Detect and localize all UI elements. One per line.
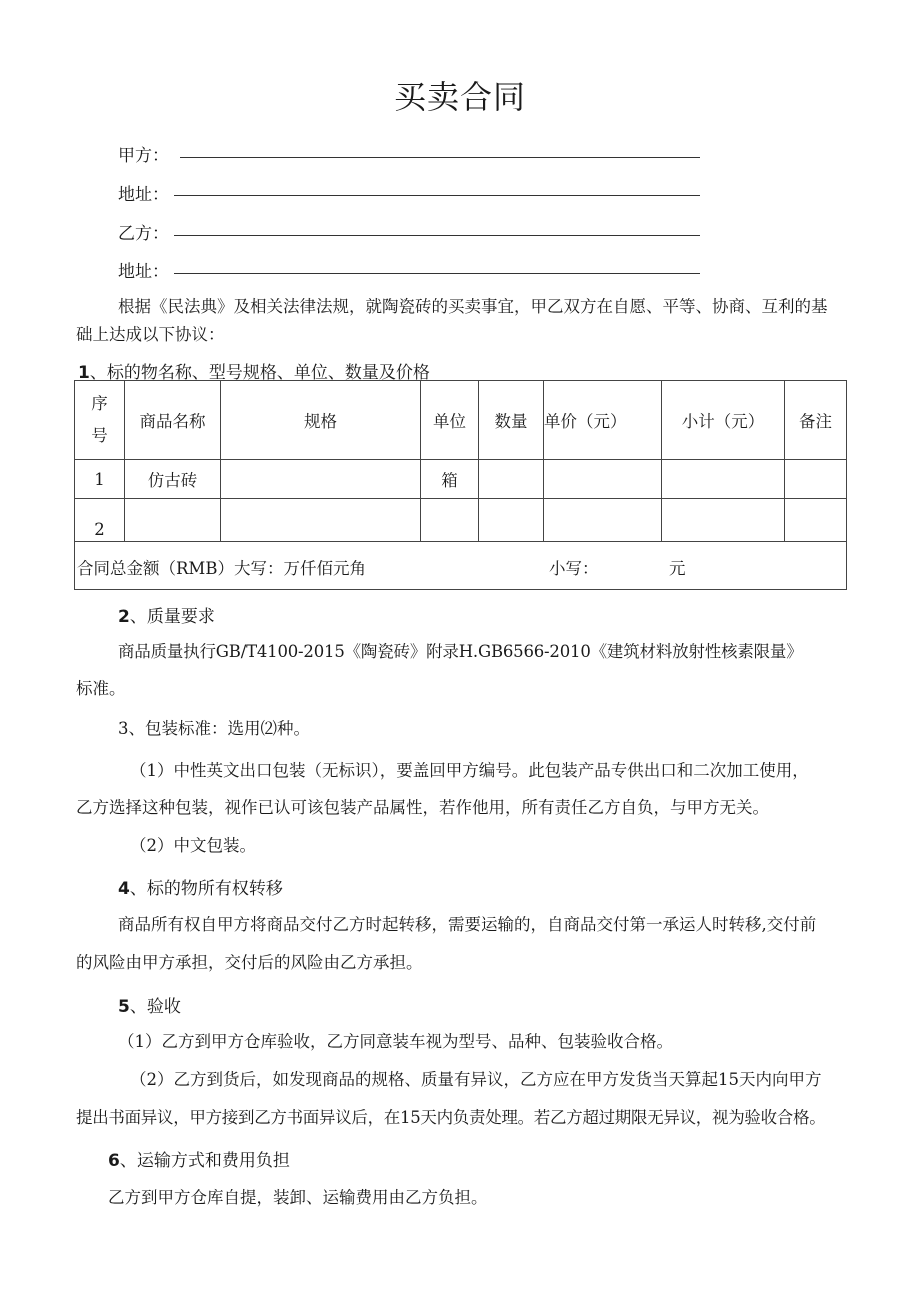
party-a-blank[interactable] xyxy=(180,157,700,158)
section-3-title-post: 种。 xyxy=(277,719,310,738)
row-qty[interactable] xyxy=(479,460,544,499)
party-b-blank[interactable] xyxy=(174,235,700,236)
row-seq: 2 xyxy=(75,499,125,542)
packaging-choice[interactable]: ⑵ xyxy=(260,719,277,738)
row-qty[interactable] xyxy=(479,499,544,542)
row-subtotal[interactable] xyxy=(662,499,785,542)
section-6-line-1: 乙方到甲方仓库自提，装卸、运输费用由乙方负担。 xyxy=(108,1188,488,1207)
total-cell xyxy=(75,542,847,590)
table-total-row xyxy=(75,542,847,590)
section-2-line-2: 标准。 xyxy=(76,679,126,698)
section-5-item-2-line-2: 提出书面异议，甲方接到乙方书面异议后，在15天内负责处理。若乙方超过期限无异议，视为验收合格。 xyxy=(76,1108,826,1127)
row-remark[interactable] xyxy=(785,499,847,542)
section-5-heading xyxy=(118,992,181,1017)
row-unit[interactable] xyxy=(421,499,479,542)
section-3-title-pre: 3、包装标准：选用 xyxy=(118,719,261,738)
section-3-heading xyxy=(118,712,310,746)
row-name[interactable] xyxy=(125,499,221,542)
row-name[interactable]: 仿古砖 xyxy=(125,460,221,499)
section-5-title: 、验收 xyxy=(129,997,181,1017)
header-price: 单价（元） xyxy=(544,381,662,460)
party-a-address-label: 地址： xyxy=(118,185,169,205)
section-5-item-1: （1）乙方到甲方仓库验收，乙方同意装车视为型号、品种、包装验收合格。 xyxy=(118,1032,673,1051)
row-remark[interactable] xyxy=(785,460,847,499)
row-spec[interactable] xyxy=(221,499,421,542)
section-2-heading xyxy=(118,602,215,627)
section-2-number: 2 xyxy=(118,607,130,627)
section-4-heading xyxy=(118,874,283,899)
header-unit: 单位 xyxy=(421,381,479,460)
party-a-label: 甲方： xyxy=(118,146,169,166)
intro-line-1: 根据《民法典》及相关法律法规，就陶瓷砖的买卖事宜，甲乙双方在自愿、平等、协商、互利的基 xyxy=(118,297,828,316)
section-4-line-1: 商品所有权自甲方将商品交付乙方时起转移，需要运输的，自商品交付第一承运人时转移,交付前 xyxy=(118,915,817,934)
row-price[interactable] xyxy=(544,460,662,499)
header-subtotal: 小计（元） xyxy=(662,381,785,460)
goods-table xyxy=(74,380,847,590)
section-3-option-1-line-2: 乙方选择这种包装，视作已认可该包装产品属性，若作他用，所有责任乙方自负，与甲方无关。 xyxy=(76,798,769,817)
section-2-title: 、质量要求 xyxy=(129,607,215,627)
section-6-title: 、运输方式和费用负担 xyxy=(119,1151,290,1171)
section-3-option-2: （2）中文包装。 xyxy=(130,836,256,855)
table-row xyxy=(75,499,847,542)
section-4-number: 4 xyxy=(118,879,130,899)
header-seq-top: 序 xyxy=(91,394,108,413)
party-b-address-blank[interactable] xyxy=(174,273,700,274)
total-amount-unit: 元 xyxy=(669,559,686,578)
header-remark: 备注 xyxy=(785,381,847,460)
section-3-option-1-line-1: （1）中性英文出口包装（无标识），要盖回甲方编号。此包装产品专供出口和二次加工使用， xyxy=(130,761,809,780)
row-seq: 1 xyxy=(75,460,125,499)
section-2-line-1: 商品质量执行GB/T4100-2015《陶瓷砖》附录H.GB6566-2010《建筑材料放射性核素限量》 xyxy=(118,642,803,661)
section-1-number: 1 xyxy=(78,363,90,383)
intro-line-2: 础上达成以下协议： xyxy=(76,325,225,344)
party-b-label: 乙方： xyxy=(118,224,169,244)
header-seq xyxy=(75,381,125,460)
document-title: 买卖合同 xyxy=(393,78,526,116)
section-6-number: 6 xyxy=(108,1151,120,1171)
party-b-address-label: 地址： xyxy=(118,262,169,282)
header-name: 商品名称 xyxy=(125,381,221,460)
section-4-title: 、标的物所有权转移 xyxy=(129,879,283,899)
section-5-number: 5 xyxy=(118,997,130,1017)
section-5-item-2-line-1: （2）乙方到货后，如发现商品的规格、质量有异议，乙方应在甲方发货当天算起15天内向甲方 xyxy=(130,1070,822,1089)
table-row xyxy=(75,460,847,499)
section-4-line-2: 的风险由甲方承担，交付后的风险由乙方承担。 xyxy=(76,953,423,972)
row-subtotal[interactable] xyxy=(662,460,785,499)
row-spec[interactable] xyxy=(221,460,421,499)
row-unit[interactable]: 箱 xyxy=(421,460,479,499)
table-header-row xyxy=(75,381,847,460)
header-seq-bottom: 号 xyxy=(91,426,108,445)
row-price[interactable] xyxy=(544,499,662,542)
total-amount-uppercase[interactable]: 合同总金额（RMB）大写：万仟佰元角 xyxy=(77,559,366,578)
section-6-heading xyxy=(108,1146,290,1171)
section-1-title: 、标的物名称、型号规格、单位、数量及价格 xyxy=(89,363,430,383)
header-spec: 规格 xyxy=(221,381,421,460)
party-a-address-blank[interactable] xyxy=(174,195,700,196)
header-qty: 数量 xyxy=(479,381,544,460)
total-amount-small-label: 小写： xyxy=(549,559,599,578)
